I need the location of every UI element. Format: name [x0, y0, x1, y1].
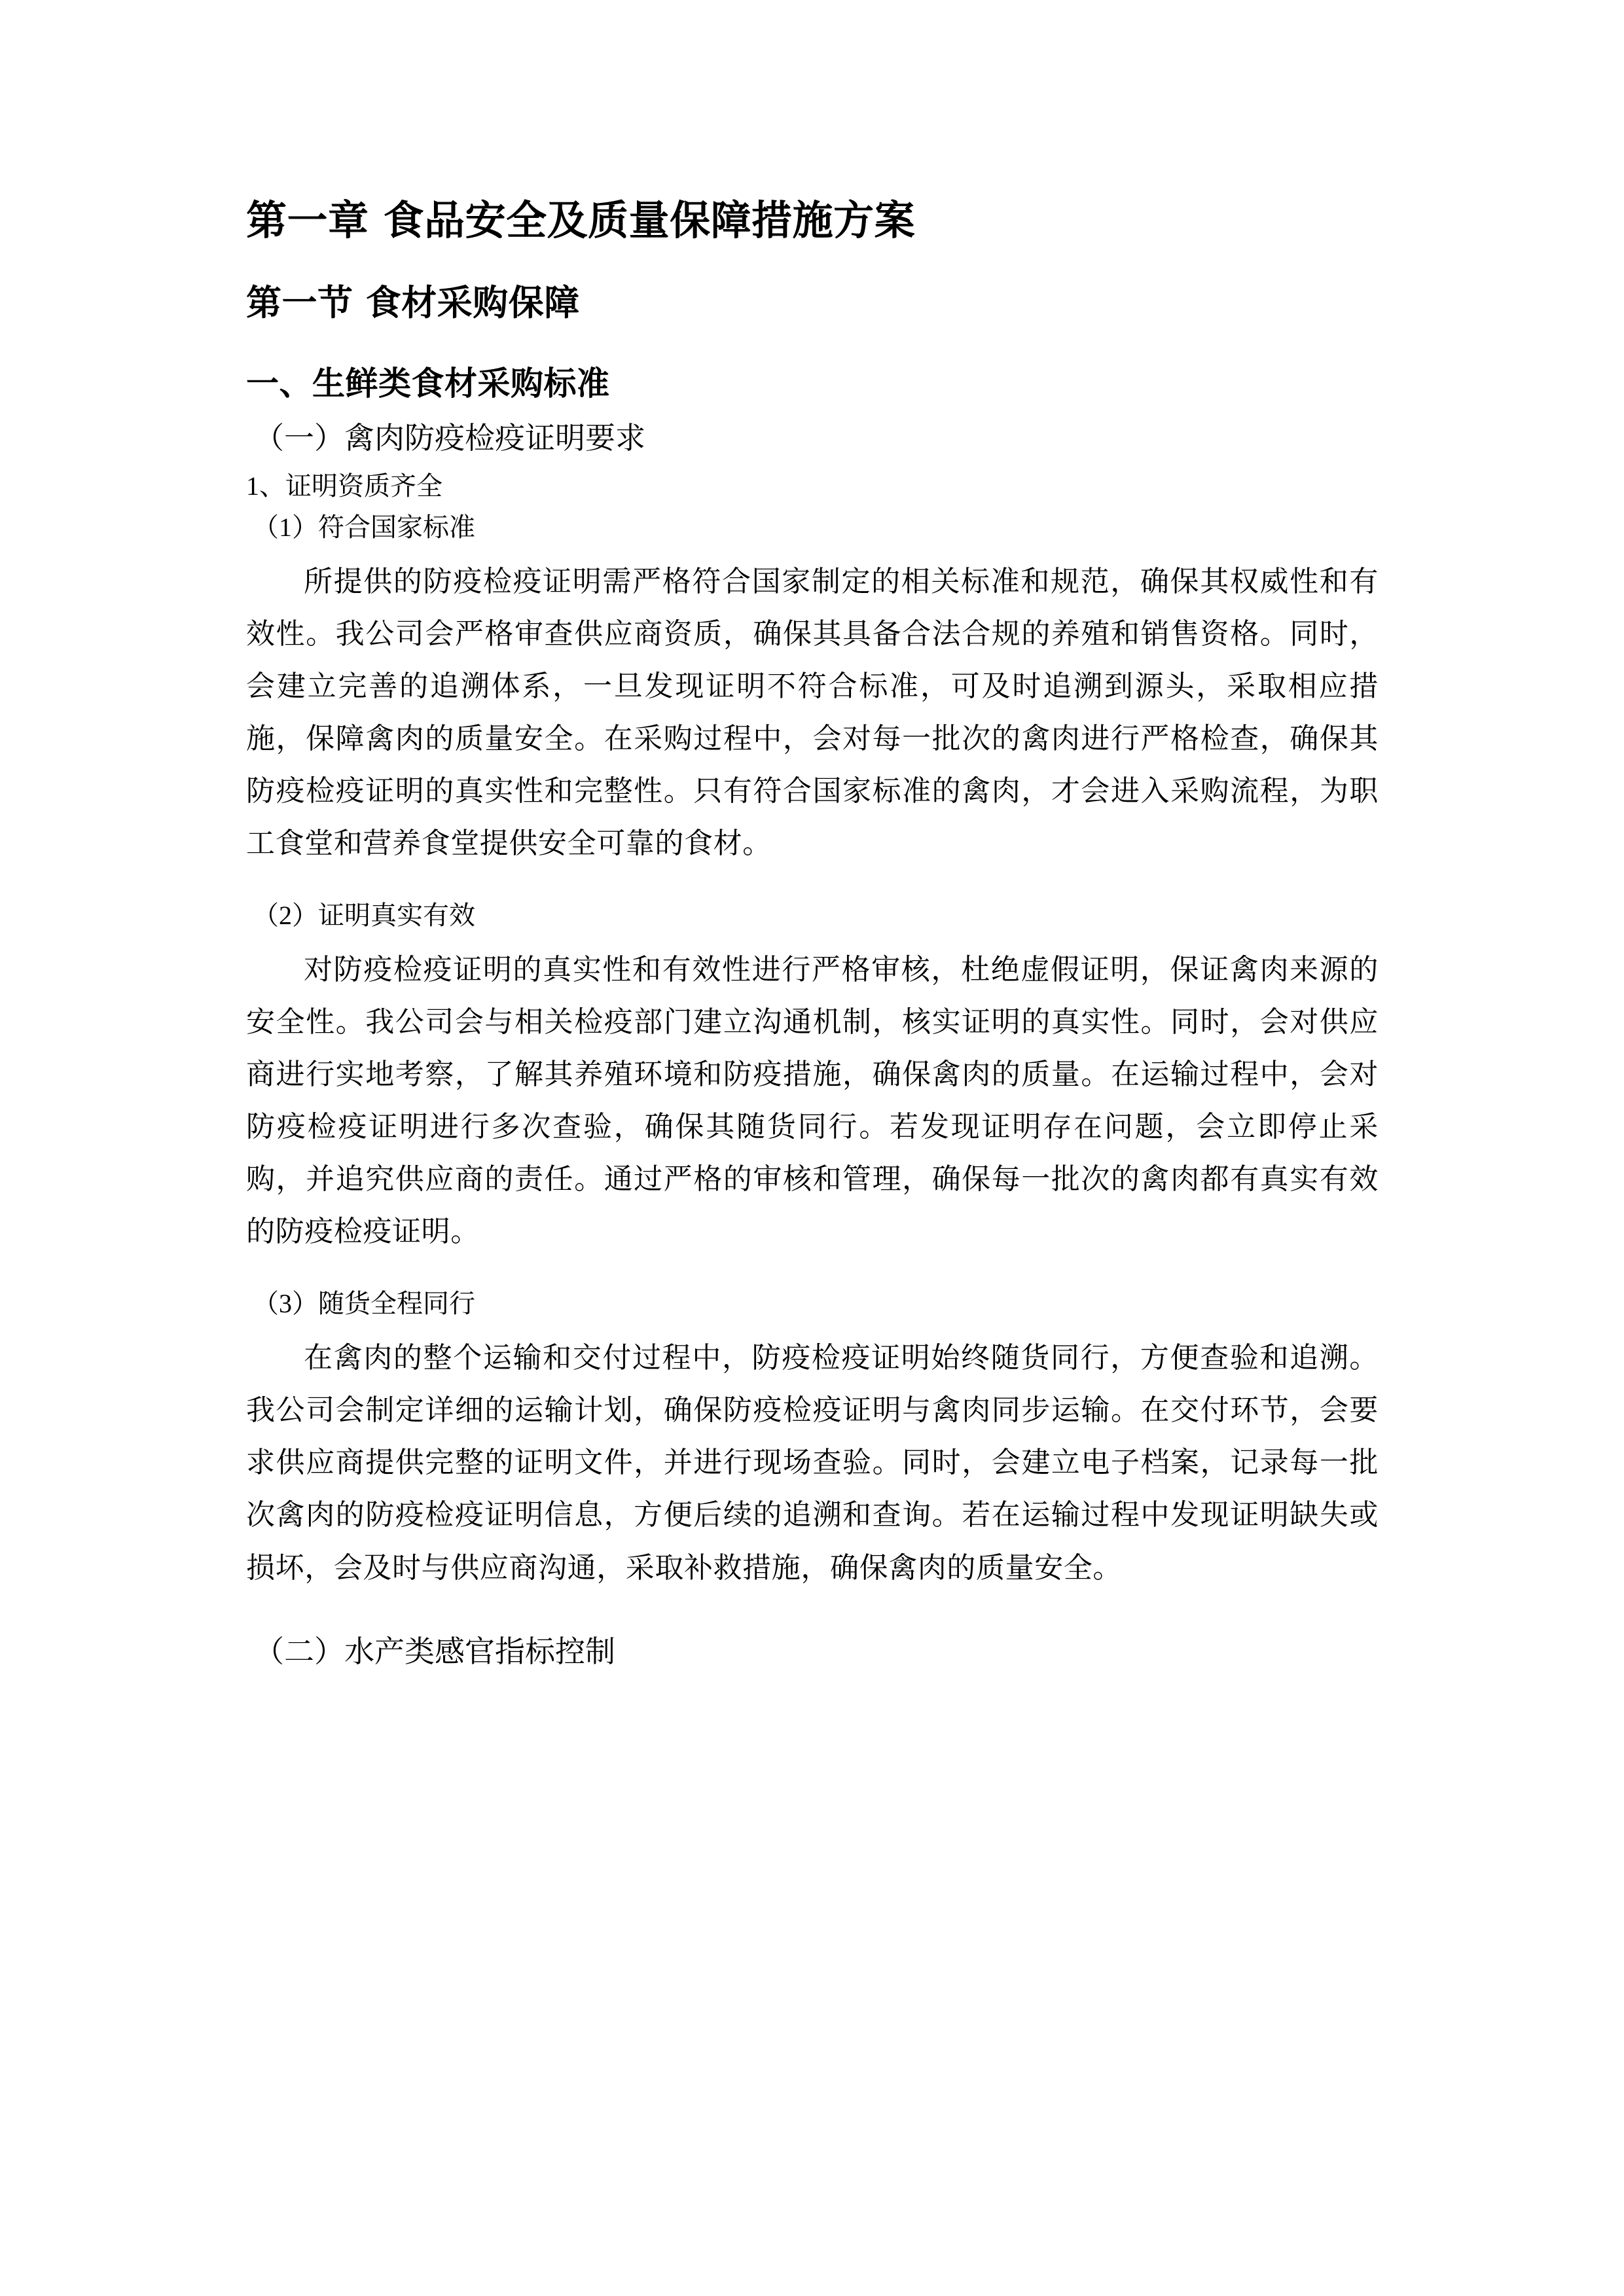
document-content	[246, 196, 1379, 1670]
level2-heading-poultry-certificate: （一）禽肉防疫检疫证明要求	[254, 421, 645, 455]
paragraph-authentic-valid: 对防疫检疫证明的真实性和有效性进行严格审核，杜绝虚假证明，保证禽肉来源的安全性。我公司会与相关检疫部门建立沟通机制，核实证明的真实性。同时，会对供应商进行实地考察，了解其养殖环境和防疫措施，确保禽肉的质量。在运输过程中，会对防疫检疫证明进行多次查验，确保其随货同行。若发现证明存在问题，会立即停止采购，并追究供应商的责任。通过严格的审核和管理，确保每一批次的禽肉都有真实有效的防疫检疫证明。	[246, 953, 1379, 1248]
level1-heading: 一、生鲜类食材采购标准	[246, 364, 610, 403]
paragraph-accompany-goods: 在禽肉的整个运输和交付过程中，防疫检疫证明始终随货同行，方便查验和追溯。我公司会制定详细的运输计划，确保防疫检疫证明与禽肉同步运输。在交付环节，会要求供应商提供完整的证明文件，并进行现场查验。同时，会建立电子档案，记录每一批次禽肉的防疫检疫证明信息，方便后续的追溯和查询。若在运输过程中发现证明缺失或损坏，会及时与供应商沟通，采取补救措施，确保禽肉的质量安全。	[246, 1342, 1379, 1584]
paragraph-national-standard: 所提供的防疫检疫证明需严格符合国家制定的相关标准和规范，确保其权威性和有效性。我公司会严格审查供应商资质，确保其具备合法合规的养殖和销售资格。同时，会建立完善的追溯体系，一旦发现证明不符合标准，可及时追溯到源头，采取相应措施，保障禽肉的质量安全。在采购过程中，会对每一批次的禽肉进行严格检查，确保其防疫检疫证明的真实性和完整性。只有符合国家标准的禽肉，才会进入采购流程，为职工食堂和营养食堂提供安全可靠的食材。	[246, 565, 1379, 860]
chapter-heading: 第一章 食品安全及质量保障措施方案	[246, 196, 916, 244]
section-heading: 第一节 食材采购保障	[246, 282, 580, 324]
level4-heading-national-standard: （1）符合国家标准	[253, 512, 475, 542]
level4-heading-authentic-valid: （2）证明真实有效	[253, 901, 475, 931]
level3-heading-qualification: 1、证明资质齐全	[246, 471, 442, 501]
level2-heading-aquatic-sensory: （二）水产类感官指标控制	[254, 1634, 615, 1668]
level4-heading-accompany-goods: （3）随货全程同行	[253, 1289, 475, 1319]
